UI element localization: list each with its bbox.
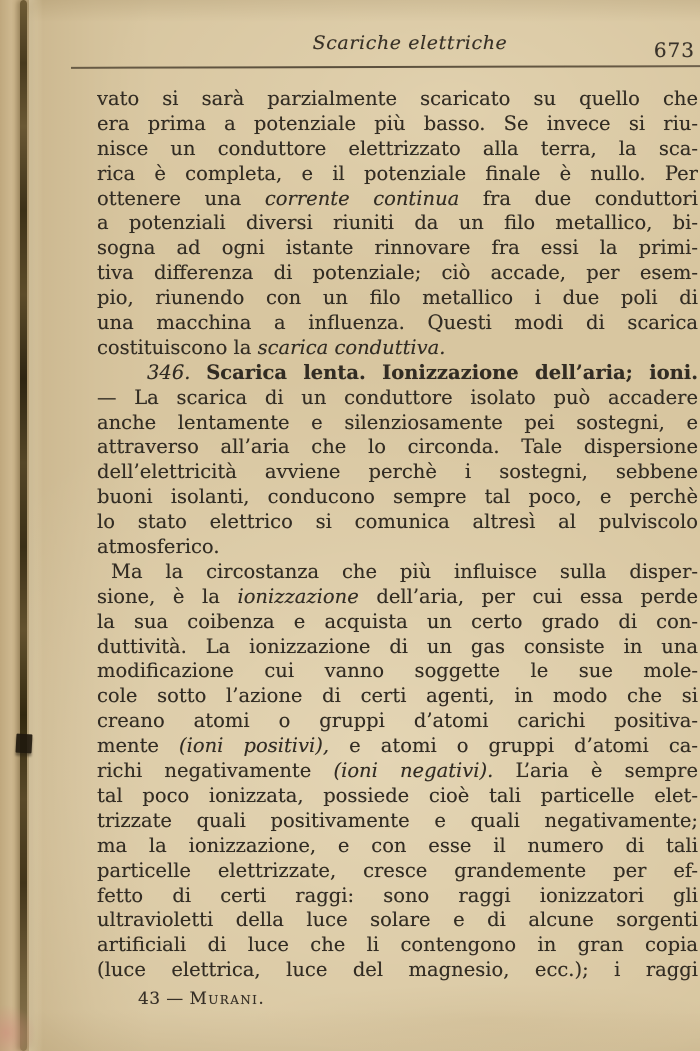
text-line: duttività. La ionizzazione di un gas consiste in una bbox=[97, 634, 698, 658]
text-line: rica è completa, e il potenziale finale è nullo. Per bbox=[97, 161, 698, 185]
header-rule bbox=[71, 65, 700, 69]
text-line: costituiscono la scarica conduttiva. bbox=[97, 335, 446, 359]
text-line: tal poco ionizzata, possiede cioè tali particelle elet- bbox=[97, 783, 698, 807]
text-line: atmosferico. bbox=[97, 535, 220, 559]
text-line: era prima a potenziale più basso. Se invece si riu- bbox=[97, 111, 698, 135]
binding-crease bbox=[20, 0, 27, 1051]
text-line: una macchina a influenza. Questi modi di scarica bbox=[97, 311, 698, 335]
text-line: fetto di certi raggi: sono raggi ionizzatori gli bbox=[97, 883, 698, 907]
footer-author: Murani. bbox=[189, 989, 266, 1009]
text-line: sione, è la ionizzazione dell’aria, per cui essa perde bbox=[97, 584, 698, 608]
binding-edge bbox=[0, 0, 20, 1051]
text-block bbox=[97, 87, 698, 983]
text-line: attraverso all’aria che lo circonda. Tale dispersione bbox=[97, 435, 698, 459]
text-line: vato si sarà parzialmente scaricato su quello che bbox=[97, 87, 698, 110]
text-line: ultravioletti della luce solare e di alcune sorgenti bbox=[97, 908, 698, 932]
text-line: ma la ionizzazione, e con esse il numero di tali bbox=[97, 833, 698, 857]
text-line: 346. Scarica lenta. Ionizzazione dell’aria; ioni. bbox=[147, 360, 698, 384]
text-line: pio, riunendo con un filo metallico i due poli di bbox=[97, 286, 698, 310]
text-line: sogna ad ogni istante rinnovare fra essi la primi- bbox=[97, 236, 698, 260]
text-line: Ma la circostanza che più influisce sulla disper- bbox=[111, 559, 698, 583]
text-line: cole sotto l’azione di certi agenti, in modo che si bbox=[97, 684, 698, 708]
corner-stain bbox=[0, 1004, 36, 1051]
text-line: modificazione cui vanno soggette le sue mole- bbox=[97, 659, 698, 683]
ink-smudge bbox=[16, 734, 33, 754]
text-line: richi negativamente (ioni negativi). L’aria è sempre bbox=[97, 759, 698, 783]
text-line: (luce elettrica, luce del magnesio, ecc.); i raggi bbox=[97, 958, 698, 982]
footer-number: 43 — bbox=[138, 989, 190, 1009]
text-line: lo stato elettrico si comunica altresì al pulviscolo bbox=[97, 510, 698, 534]
text-line: creano atomi o gruppi d’atomi carichi positiva- bbox=[97, 709, 698, 733]
footer-signature bbox=[138, 989, 265, 1009]
text-line: anche lentamente e silenziosamente pei sostegni, e bbox=[97, 410, 698, 434]
text-line: mente (ioni positivi), e atomi o gruppi d’atomi ca- bbox=[97, 734, 698, 758]
text-line: trizzate quali positivamente e quali negativamente; bbox=[97, 808, 698, 832]
binding-crease-highlight bbox=[29, 0, 43, 1051]
text-line: — La scarica di un conduttore isolato può accadere bbox=[97, 385, 698, 409]
text-line: a potenziali diversi riuniti da un filo metallico, bi- bbox=[97, 211, 698, 235]
text-line: ottenere una corrente continua fra due conduttori bbox=[97, 186, 698, 210]
running-header-title: Scariche elettriche bbox=[312, 32, 508, 54]
text-line: particelle elettrizzate, cresce grandemente per ef- bbox=[97, 858, 698, 882]
page-number: 673 bbox=[653, 38, 695, 62]
text-line: la sua coibenza e acquista un certo grado di con- bbox=[97, 609, 698, 633]
text-line: dell’elettricità avviene perchè i sostegni, sebbene bbox=[97, 460, 698, 484]
text-line: tiva differenza di potenziale; ciò accade, per esem- bbox=[97, 261, 698, 285]
text-line: nisce un conduttore elettrizzato alla terra, la sca- bbox=[97, 136, 698, 160]
text-line: artificiali di luce che li contengono in gran copia bbox=[97, 933, 698, 957]
text-line: buoni isolanti, conducono sempre tal poco, e perchè bbox=[97, 485, 698, 509]
